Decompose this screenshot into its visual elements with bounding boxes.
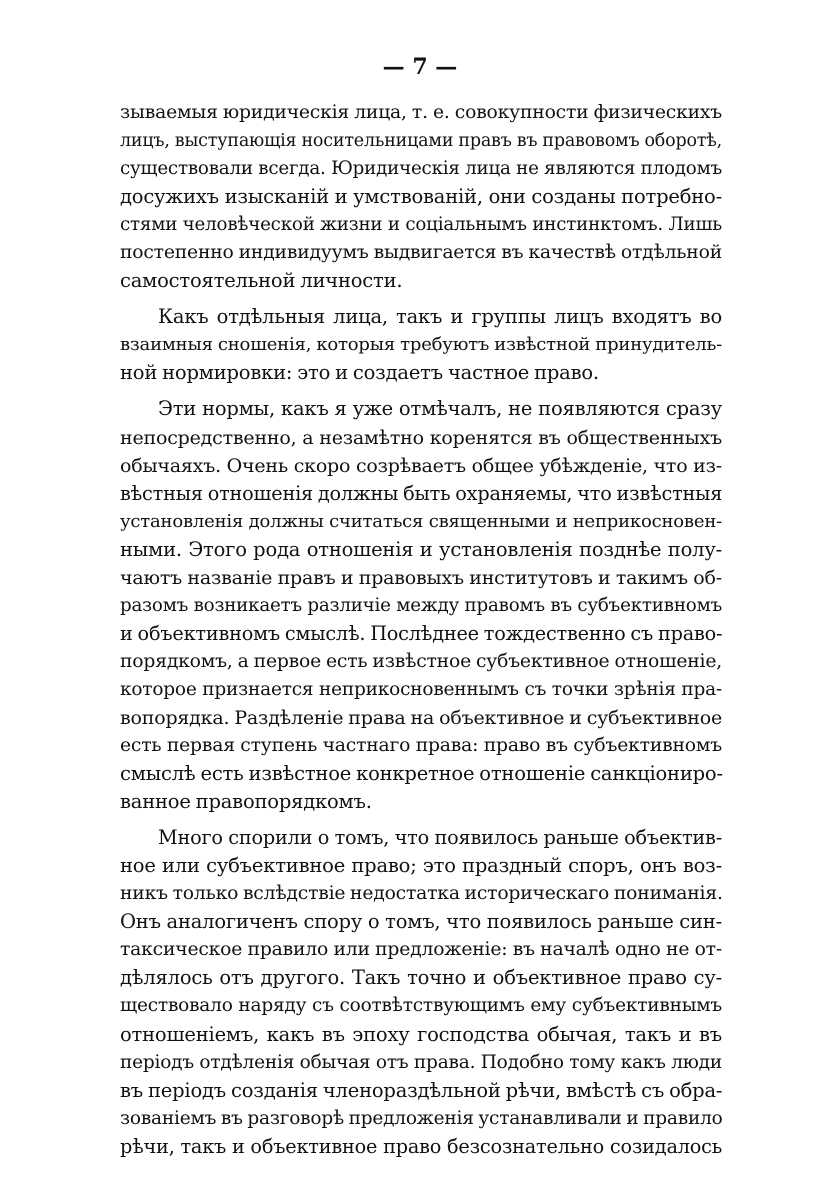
text-line: смыслѣ есть извѣстное конкретное отношеніе санкціониро- bbox=[120, 762, 723, 786]
text-line: зываемыя юридическія лица, т. е. совокупности физическихъ bbox=[120, 102, 722, 123]
text-line: въ періодъ созданія членораздѣльной рѣчи, вмѣстѣ съ обра- bbox=[120, 1078, 723, 1102]
text-line: періодъ отдѣленія обычая отъ права. Подобно тому какъ люди bbox=[120, 1051, 722, 1073]
body-text bbox=[120, 99, 722, 1161]
text-line: самостоятельной личности. bbox=[120, 269, 403, 293]
text-line: есть первая ступень частнаго права: право въ субъективномъ bbox=[120, 735, 722, 757]
text-line: рѣчи, такъ и объективное право безсознательно созидалось bbox=[120, 1134, 722, 1158]
text-line: обычаяхъ. Очень скоро созрѣваетъ общее убѣжденіе, что из- bbox=[120, 454, 722, 477]
text-line: взаимныя сношенія, которыя требуютъ извѣстной принудитель- bbox=[120, 334, 722, 356]
text-line: досужихъ изысканій и умствованій, они созданы потребно- bbox=[120, 185, 722, 209]
text-line: Много спорили о томъ, что появилось раньше объектив- bbox=[158, 826, 722, 850]
text-line: Эти нормы, какъ я уже отмѣчалъ, не появляются сразу bbox=[158, 397, 722, 421]
text-line: Онъ аналогиченъ спору о томъ, что появилось раньше син- bbox=[120, 910, 722, 934]
page-number: — 7 — bbox=[382, 54, 458, 80]
text-line: которое признается неприкосновеннымъ съ точки зрѣнія пра- bbox=[120, 678, 722, 700]
text-line: таксическое правило или предложеніе: въ началѣ одно не от- bbox=[120, 939, 722, 961]
text-line: ное или субъективное право; это праздный споръ, онъ воз- bbox=[120, 854, 722, 878]
text-line: никъ только вслѣдствіе недостатка историческаго пониманія. bbox=[120, 883, 723, 905]
text-line: ными. Этого рода отношенія и установленія позднѣе полу- bbox=[120, 537, 722, 561]
text-line: ной нормировки: это и создаетъ частное право. bbox=[120, 361, 599, 385]
text-line: установленія должны считаться священными и неприкосновен- bbox=[120, 510, 722, 532]
text-line: постепенно индивидуумъ выдвигается въ качествѣ отдѣльной bbox=[120, 242, 722, 264]
text-line: непосредственно, а незамѣтно коренятся въ общественныхъ bbox=[120, 426, 722, 449]
text-line: дѣлялось отъ другого. Такъ точно и объективное право су- bbox=[120, 966, 722, 990]
text-line: отношеніемъ, какъ въ эпоху господства обычая, такъ и въ bbox=[120, 1022, 722, 1046]
text-line: зованіемъ въ разговорѣ предложенія устанавливали и правило bbox=[120, 1107, 723, 1129]
text-line: вопорядка. Раздѣленіе права на объективное и субъективное bbox=[120, 706, 722, 729]
text-line: ванное правопорядкомъ. bbox=[120, 790, 372, 814]
text-line: ществовало наряду съ соотвѣтствующимъ ему субъективнымъ bbox=[120, 995, 722, 1017]
text-line: порядкомъ, а первое есть извѣстное субъективное отношеніе, bbox=[120, 650, 722, 672]
text-line: чаютъ названіе правъ и правовыхъ институтовъ и такимъ об- bbox=[120, 566, 722, 589]
text-line: вѣстныя отношенія должны быть охраняемы, что извѣстныя bbox=[120, 481, 723, 505]
text-line: существовали всегда. Юридическія лица не являются плодомъ bbox=[120, 158, 722, 180]
text-line: разомъ возникаетъ различіе между правомъ въ субъективномъ bbox=[120, 594, 722, 616]
text-line: лицъ, выступающія носительницами правъ въ правовомъ оборотѣ, bbox=[120, 131, 722, 152]
text-line: Какъ отдѣльныя лица, такъ и группы лицъ входятъ во bbox=[158, 305, 722, 329]
text-line: стями человѣческой жизни и соціальнымъ инстинктомъ. Лишь bbox=[120, 214, 722, 236]
text-line: и объективномъ смыслѣ. Послѣднее тождественно съ право- bbox=[120, 621, 723, 645]
